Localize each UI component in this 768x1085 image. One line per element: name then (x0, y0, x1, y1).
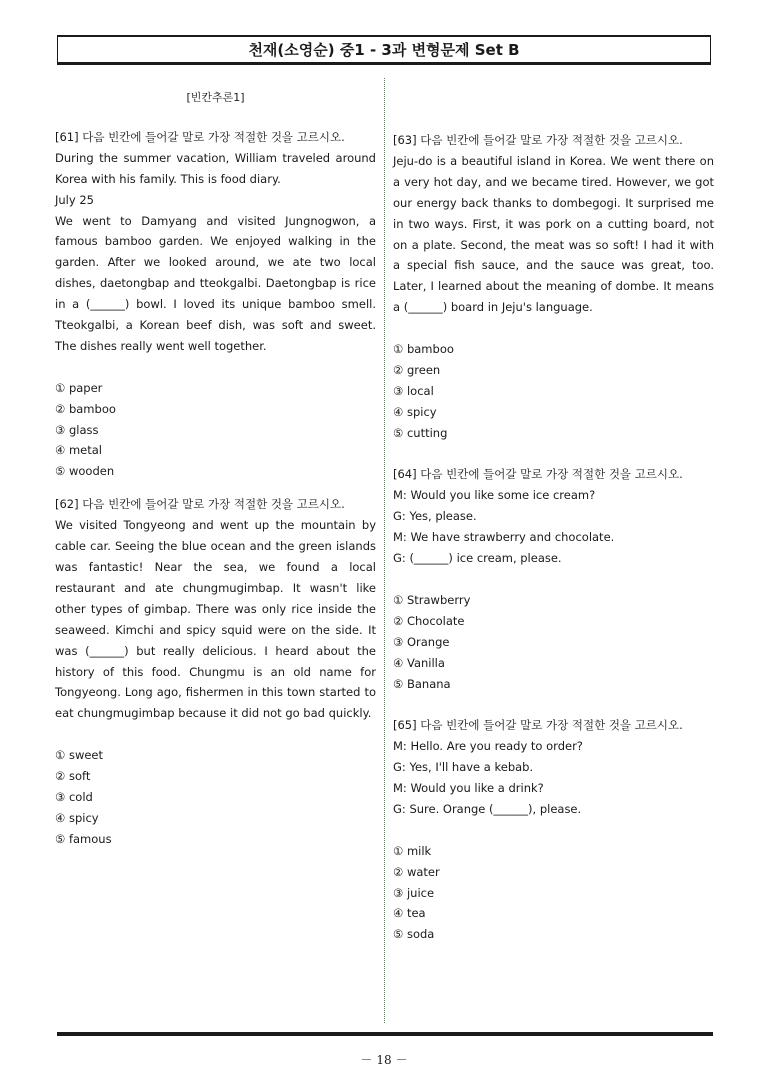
question-61-option-2: ② bamboo (55, 401, 116, 416)
question-65 (393, 715, 714, 945)
question-62-option-2: ② soft (55, 769, 91, 784)
question-65-dialogue-line: M: Would you like a drink? (393, 781, 544, 796)
question-64-dialogue-line: M: We have strawberry and chocolate. (393, 530, 615, 545)
question-64-option-4: ④ Vanilla (393, 655, 445, 670)
question-64 (393, 464, 714, 694)
question-65-dialogue-line: G: Sure. Orange (______), please. (393, 801, 582, 816)
question-63 (393, 130, 714, 444)
page-number: － 18 － (360, 1053, 408, 1067)
question-61-option-5: ⑤ wooden (55, 464, 115, 479)
question-61 (55, 127, 376, 482)
question-62 (55, 494, 376, 849)
question-65-option-4: ④ tea (393, 906, 426, 921)
question-65-option-1: ① milk (393, 843, 432, 858)
question-62-passage: We visited Tongyeong and went up the mountain by cable car. Seeing the blue ocean and the green islands was fantastic! Near the sea, we found a local restaurant and ate chungmugimbap. It wasn't like other types of gimbap. There was only rice inside the seaweed. Kimchi and spicy squid were on the side. It was (______) but really delicious. I heard about the history of this food. Chungmu is an old name for Tongyeong. Long ago, fishermen in this town started to eat chungmugimbap because it did not go bad quickly. (55, 518, 376, 721)
question-65-dialogue-line: M: Hello. Are you ready to order? (393, 739, 583, 754)
question-62-option-4: ④ spicy (55, 810, 99, 825)
question-61-option-4: ④ metal (55, 443, 102, 458)
question-61-passage: We went to Damyang and visited Jungnogwon, a famous bamboo garden. We enjoyed walking in the garden. After we looked around, we ate two local dishes, daetongbap and tteokgalbi. Daetongbap is rice in a (______) bowl. I loved its unique bamboo smell. Tteokgalbi, a Korean beef dish, was soft and sweet. The dishes really went well together. (55, 213, 376, 353)
question-65-dialogue-line: G: Yes, I'll have a kebab. (393, 760, 534, 775)
question-64-option-5: ⑤ Banana (393, 676, 451, 691)
footer-rule (57, 1032, 713, 1036)
question-64-option-1: ① Strawberry (393, 592, 471, 607)
question-61-passage-intro: During the summer vacation, William traveled around Korea with his family. This is food diary. (55, 150, 376, 186)
question-63-option-2: ② green (393, 362, 441, 377)
page-title: 천재(소영순) 중1 - 3과 변형문제 Set B (57, 35, 711, 65)
question-63-head: [63] 다음 빈칸에 들어갈 말로 가장 적절한 것을 고르시오. (393, 133, 683, 147)
question-61-option-3: ③ glass (55, 422, 99, 437)
question-64-dialogue-line: G: Yes, please. (393, 509, 477, 524)
question-65-option-2: ② water (393, 864, 440, 879)
question-63-option-5: ⑤ cutting (393, 425, 448, 440)
question-61-head: [61] 다음 빈칸에 들어갈 말로 가장 적절한 것을 고르시오. (55, 129, 345, 144)
question-64-option-2: ② Chocolate (393, 613, 465, 628)
question-63-passage: Jeju-do is a beautiful island in Korea. We went there on a very hot day, and we became tired. However, we got our energy back thanks to dombegogi. It surprised me in two ways. First, it was pork on a cutting board, not on a plate. Second, the meat was so soft! I had it with a special fish sauce, and the sauce was great, too. Later, I learned about the meaning of dombe. It means a (______) board in Jeju's language. (393, 153, 714, 315)
left-column (55, 88, 376, 850)
question-62-option-5: ⑤ famous (55, 831, 112, 846)
question-65-head: [65] 다음 빈칸에 들어갈 말로 가장 적절한 것을 고르시오. (393, 718, 683, 733)
question-62-option-1: ① sweet (55, 748, 104, 763)
question-65-option-5: ⑤ soda (393, 927, 435, 942)
question-62-head: [62] 다음 빈칸에 들어갈 말로 가장 적절한 것을 고르시오. (55, 497, 345, 512)
question-64-dialogue-line: G: (______) ice cream, please. (393, 551, 562, 566)
question-63-option-3: ③ local (393, 383, 434, 398)
question-63-option-1: ① bamboo (393, 342, 454, 357)
question-61-date: July 25 (55, 192, 94, 207)
question-61-option-1: ① paper (55, 380, 103, 395)
question-62-option-3: ③ cold (55, 789, 93, 804)
question-64-head: [64] 다음 빈칸에 들어갈 말로 가장 적절한 것을 고르시오. (393, 467, 683, 482)
question-64-option-3: ③ Orange (393, 634, 450, 649)
column-divider (384, 78, 385, 1023)
right-column (393, 130, 714, 945)
question-64-dialogue-line: M: Would you like some ice cream? (393, 488, 596, 503)
section-label: [빈칸추론1] (186, 91, 245, 104)
question-63-option-4: ④ spicy (393, 404, 437, 419)
question-65-option-3: ③ juice (393, 885, 435, 900)
